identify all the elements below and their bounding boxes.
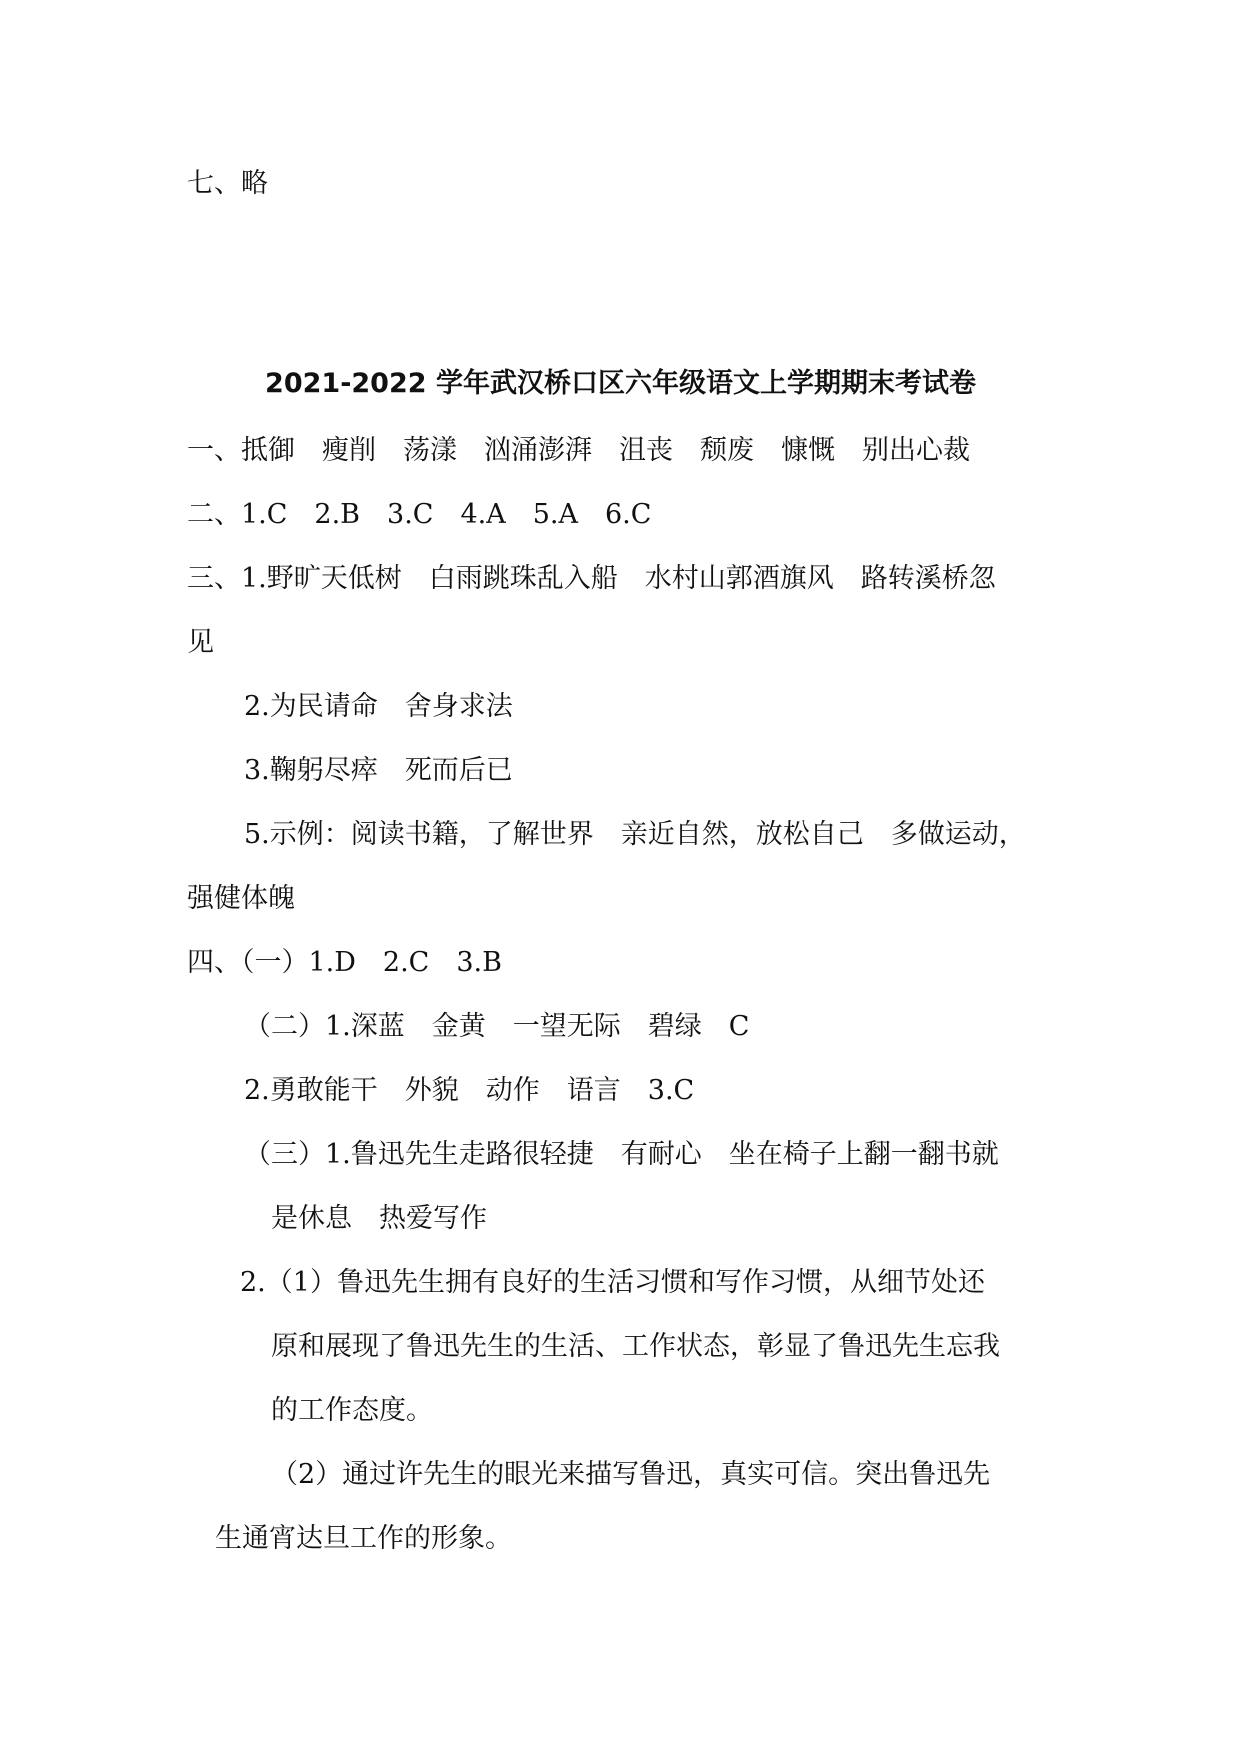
answer-part4-sub3-q2-2-line2: 生通宵达旦工作的形象。 xyxy=(215,1523,512,1554)
section-seven-line: 七、略 xyxy=(187,168,268,199)
answer-part3-q5-line2: 强健体魄 xyxy=(187,883,295,914)
answer-part3-q1-line1: 三、1.野旷天低树 白雨跳珠乱入船 水村山郭酒旗风 路转溪桥忽 xyxy=(187,563,996,594)
answer-part3-q1-line2: 见 xyxy=(187,627,214,658)
answer-part4-sub3-q2-2-line1: （2）通过许先生的眼光来描写鲁迅，真实可信。突出鲁迅先 xyxy=(271,1459,991,1490)
document-title: 2021-2022 学年武汉桥口区六年级语文上学期期末考试卷 xyxy=(265,368,976,399)
answer-part4-sub2-q2: 2.勇敢能干 外貌 动作 语言 3.C xyxy=(244,1075,695,1106)
answer-part3-q2: 2.为民请命 舍身求法 xyxy=(244,691,513,722)
answer-part4-sub2-q1: （二）1.深蓝 金黄 一望无际 碧绿 C xyxy=(244,1011,750,1042)
answer-part1: 一、抵御 瘦削 荡漾 汹涌澎湃 沮丧 颓废 慷慨 别出心裁 xyxy=(187,435,970,466)
answer-part4-sub3-q1-line1: （三）1.鲁迅先生走路很轻捷 有耐心 坐在椅子上翻一翻书就 xyxy=(244,1139,999,1170)
answer-part4-sub3-q2-line3: 的工作态度。 xyxy=(271,1395,433,1426)
answer-part3-q5-line1: 5.示例：阅读书籍，了解世界 亲近自然，放松自己 多做运动， xyxy=(244,819,1026,850)
answer-part3-q3: 3.鞠躬尽瘁 死而后已 xyxy=(244,755,513,786)
answer-part2: 二、1.C 2.B 3.C 4.A 5.A 6.C xyxy=(187,499,652,530)
answer-part4-sub3-q2-line2: 原和展现了鲁迅先生的生活、工作状态，彰显了鲁迅先生忘我 xyxy=(271,1331,1000,1362)
answer-part4-sub1: 四、（一）1.D 2.C 3.B xyxy=(187,947,502,978)
answer-part4-sub3-q2-line1: 2.（1）鲁迅先生拥有良好的生活习惯和写作习惯，从细节处还 xyxy=(240,1267,985,1298)
answer-part4-sub3-q1-line2: 是休息 热爱写作 xyxy=(271,1203,487,1234)
